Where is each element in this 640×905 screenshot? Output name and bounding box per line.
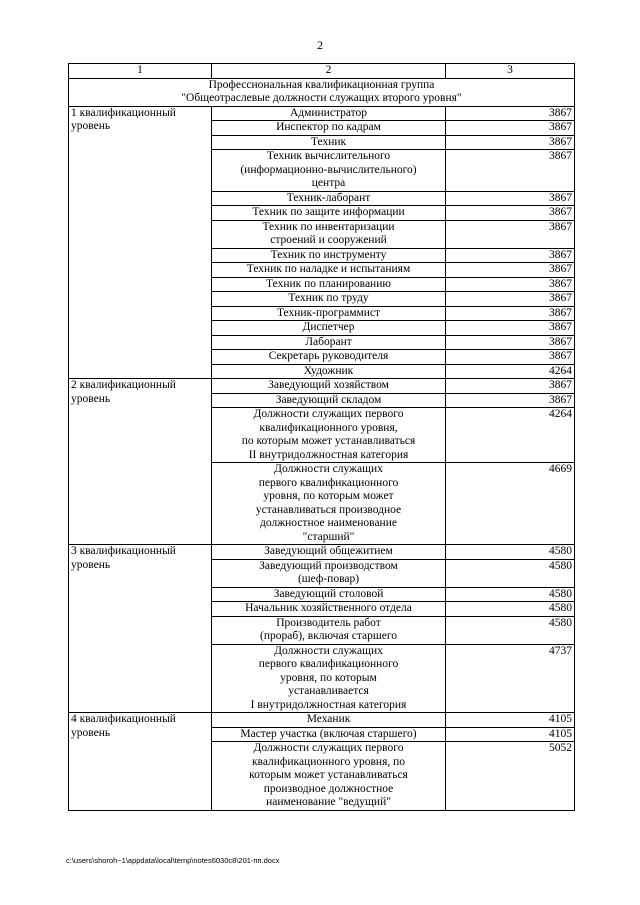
salary-value: 4580 [446, 587, 575, 602]
position-name: Должности служащих первого квалификационного уровня, по которым может устанавливаться производное должностное наименование "ведущий" [212, 742, 446, 811]
salary-value: 4105 [446, 713, 575, 728]
salary-value: 3867 [446, 321, 575, 336]
position-name: Заведующий складом [212, 393, 446, 408]
qualification-level: 2 квалификационный уровень [69, 379, 212, 545]
column-number-row [69, 64, 575, 79]
position-name: Техник по инвентаризации строений и сооружений [212, 220, 446, 248]
salary-value: 3867 [446, 379, 575, 394]
column-number: 1 [69, 64, 212, 79]
salary-value: 4264 [446, 408, 575, 463]
position-name: Заведующий производством (шеф-повар) [212, 559, 446, 587]
page-number: 2 [317, 38, 323, 52]
position-name: Лаборант [212, 335, 446, 350]
salary-value: 3867 [446, 206, 575, 221]
group-title-row [69, 78, 575, 106]
table-row [69, 713, 575, 728]
position-name: Администратор [212, 106, 446, 121]
position-name: Заведующий хозяйством [212, 379, 446, 394]
position-name: Техник по планированию [212, 277, 446, 292]
group-title: Профессиональная квалификационная группа "Общеотраслевые должности служащих второго уровня" [69, 78, 575, 106]
position-name: Техник по наладке и испытаниям [212, 263, 446, 278]
salary-value: 4580 [446, 545, 575, 560]
salary-value: 3867 [446, 220, 575, 248]
salary-value: 4580 [446, 602, 575, 617]
position-name: Начальник хозяйственного отдела [212, 602, 446, 617]
salary-value: 3867 [446, 292, 575, 307]
salary-value: 3867 [446, 393, 575, 408]
position-name: Техник по труду [212, 292, 446, 307]
salary-value: 3867 [446, 248, 575, 263]
table-row [69, 379, 575, 394]
salary-value: 3867 [446, 191, 575, 206]
salary-value: 3867 [446, 263, 575, 278]
salary-value: 5052 [446, 742, 575, 811]
position-name: Техник [212, 135, 446, 150]
position-name: Художник [212, 364, 446, 379]
salary-value: 4105 [446, 727, 575, 742]
qualification-level: 3 квалификационный уровень [69, 545, 212, 713]
position-name: Должности служащих первого квалификационного уровня, по которым может устанавливаться производное должностное наименование "старший" [212, 463, 446, 545]
salary-value: 3867 [446, 106, 575, 121]
position-name: Заведующий столовой [212, 587, 446, 602]
salary-value: 4580 [446, 559, 575, 587]
position-name: Секретарь руководителя [212, 350, 446, 365]
salary-value: 3867 [446, 306, 575, 321]
table-row [69, 545, 575, 560]
salary-value: 4264 [446, 364, 575, 379]
position-name: Должности служащих первого квалификационного уровня, по которым устанавливается I внутридолжностная категория [212, 644, 446, 713]
position-name: Техник вычислительного (информационно-вычислительного) центра [212, 150, 446, 192]
table-row [69, 106, 575, 121]
salary-value: 4737 [446, 644, 575, 713]
salary-table-body [69, 64, 575, 811]
position-name: Техник по инструменту [212, 248, 446, 263]
salary-table [68, 63, 575, 811]
column-number: 3 [446, 64, 575, 79]
position-name: Заведующий общежитием [212, 545, 446, 560]
position-name: Техник-программист [212, 306, 446, 321]
position-name: Диспетчер [212, 321, 446, 336]
salary-value: 3867 [446, 335, 575, 350]
position-name: Механик [212, 713, 446, 728]
column-number: 2 [212, 64, 446, 79]
salary-value: 3867 [446, 277, 575, 292]
qualification-level: 1 квалификационный уровень [69, 106, 212, 379]
position-name: Инспектор по кадрам [212, 121, 446, 136]
position-name: Мастер участка (включая старшего) [212, 727, 446, 742]
salary-value: 4669 [446, 463, 575, 545]
position-name: Техник по защите информации [212, 206, 446, 221]
salary-value: 3867 [446, 150, 575, 192]
salary-value: 4580 [446, 616, 575, 644]
qualification-level: 4 квалификационный уровень [69, 713, 212, 811]
salary-value: 3867 [446, 350, 575, 365]
position-name: Техник-лаборант [212, 191, 446, 206]
position-name: Производитель работ (прораб), включая старшего [212, 616, 446, 644]
document-path: c:\users\shoroh~1\appdata\local\temp\notes6030c8\201-пп.docx [66, 856, 280, 865]
salary-value: 3867 [446, 135, 575, 150]
salary-value: 3867 [446, 121, 575, 136]
position-name: Должности служащих первого квалификационного уровня, по которым может устанавливаться II внутридолжностная категория [212, 408, 446, 463]
